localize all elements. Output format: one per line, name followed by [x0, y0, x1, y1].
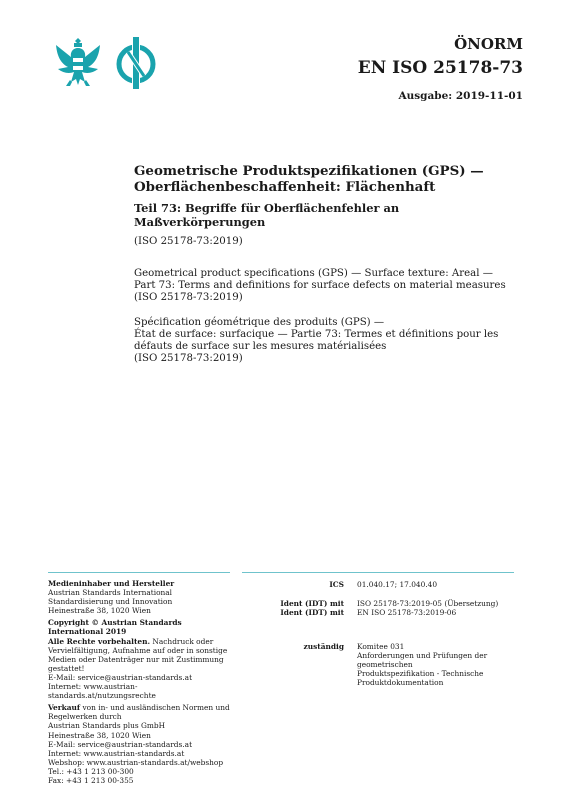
french-title: [134, 317, 529, 366]
french-title-line: défauts de surface sur les mesures matérialisées: [134, 341, 387, 353]
standard-header: [358, 34, 523, 102]
rights-bold: Alle Rechte vorbehalten.: [48, 636, 151, 646]
french-title-line: Spécification géométrique des produits (GPS) —: [134, 316, 385, 328]
copyright-text: gestattet!: [48, 663, 85, 673]
ident-value-2: EN ISO 25178-73:2019-06: [357, 608, 457, 617]
standard-number: EN ISO 25178-73: [357, 58, 523, 78]
french-title-line: (ISO 25178-73:2019): [134, 353, 243, 365]
copyright-internet: Internet: www.austrian-standards.at/nutzungsrechte: [48, 682, 156, 701]
edition-date: Ausgabe: 2019-11-01: [398, 90, 523, 102]
ics-value: 01.040.17; 17.040.40: [357, 580, 438, 589]
rights-rest: Nachdruck oder: [152, 636, 214, 646]
committee-info: [357, 642, 527, 687]
zustaendig-label: zuständig: [303, 642, 344, 651]
sales-webshop: Webshop: www.austrian-standards.at/webshop: [48, 757, 224, 767]
sales-section: [48, 703, 233, 785]
publisher-line: Heinestraße 38, 1020 Wien: [48, 606, 151, 616]
german-iso-reference: (ISO 25178-73:2019): [134, 236, 243, 247]
copyright-line: Copyright © Austrian Standards International 2019: [48, 618, 182, 637]
sales-internet: Internet: www.austrian-standards.at: [48, 748, 185, 758]
sales-bold: Verkauf: [48, 703, 81, 713]
publisher-heading: Medieninhaber und Hersteller: [48, 579, 175, 588]
french-title-line: État de surface: surfacique — Partie 73: Termes et définitions pour les: [134, 328, 499, 340]
sales-text: Austrian Standards plus GmbH: [48, 721, 166, 731]
on-logo-icon: [114, 34, 158, 90]
rights-line: [48, 637, 233, 646]
sales-line: [48, 703, 233, 712]
committee-line: Produktspezifikation - Technische: [357, 669, 484, 679]
english-title-line: (ISO 25178-73:2019): [134, 292, 243, 304]
ics-label: ICS: [329, 580, 344, 589]
english-title-line: Geometrical product specifications (GPS) — Surface texture: Areal —: [134, 268, 493, 279]
english-title-line: Part 73: Terms and definitions for surface defects on material measures: [134, 280, 506, 292]
sales-text: Regelwerken durch: [48, 712, 122, 722]
copyright-text: Medien oder Datenträger nur mit Zustimmung: [48, 654, 224, 664]
sales-tel: Tel.: +43 1 213 00-300: [48, 766, 134, 776]
copyright-email: E-Mail: service@austrian-standards.at: [48, 672, 193, 682]
imprint-column: [48, 579, 233, 788]
copyright-text: Vervielfältigung, Aufnahme auf oder in sonstige: [48, 645, 228, 655]
ident-value-1: ISO 25178-73:2019-05 (Übersetzung): [357, 599, 499, 608]
copyright-section: [48, 618, 233, 700]
publisher-line: Standardisierung und Innovation: [48, 597, 173, 607]
sales-text: Heinestraße 38, 1020 Wien: [48, 730, 151, 740]
english-title: [134, 268, 529, 305]
sales-email: E-Mail: service@austrian-standards.at: [48, 739, 193, 749]
title-block: [134, 163, 529, 365]
committee-line: Anforderungen und Prüfungen der geometrischen: [357, 651, 488, 670]
ident-label-2: Ident (IDT) mit: [280, 608, 344, 617]
divider-right: [242, 572, 514, 573]
committee-line: Produktdokumentation: [357, 678, 444, 688]
german-title: Geometrische Produktspezifikationen (GPS) — Oberflächenbeschaffenheit: Flächenhaft: [134, 163, 484, 195]
ident-label-1: Ident (IDT) mit: [280, 599, 344, 608]
committee-line: Komitee 031: [357, 642, 405, 651]
german-part-title: Teil 73: Begriffe für Oberflächenfehler an Maßverkörperungen: [134, 201, 400, 229]
austrian-eagle-logo-icon: [52, 34, 104, 90]
divider-left: [48, 572, 230, 573]
standard-label: ÖNORM: [454, 35, 523, 53]
sales-rest: von in- und ausländischen Normen und: [82, 703, 230, 713]
sales-fax: Fax: +43 1 213 00-355: [48, 775, 134, 785]
publisher-section: [48, 579, 233, 615]
publisher-line: Austrian Standards International: [48, 588, 173, 598]
logo-group: [52, 34, 158, 90]
